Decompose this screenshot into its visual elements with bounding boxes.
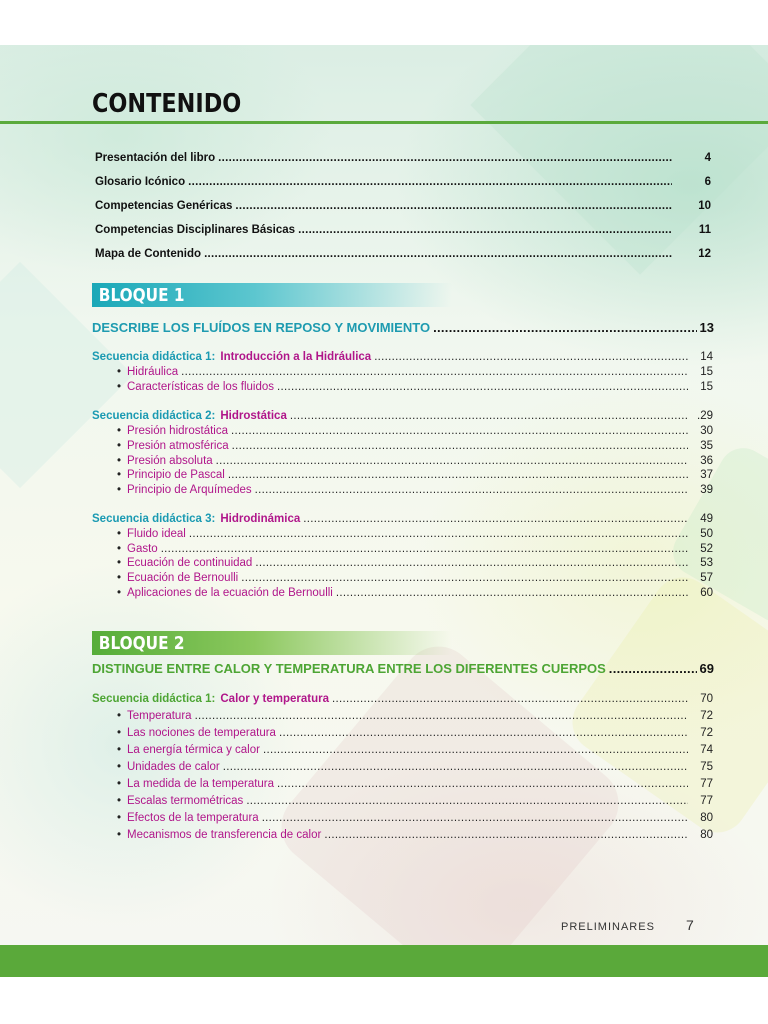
leader-dots xyxy=(232,440,688,452)
toc-item-page: 80 xyxy=(700,829,713,841)
toc-item-page: 72 xyxy=(700,710,713,722)
sequence-title: Introducción a la Hidráulica xyxy=(220,351,372,363)
leader-dots xyxy=(228,469,688,481)
bullet-icon: • xyxy=(117,484,122,496)
toc-item[interactable] xyxy=(117,557,713,569)
toc-entry-page: 6 xyxy=(704,176,711,188)
toc-item-label: Unidades de calor xyxy=(127,761,220,773)
toc-item-page: 80 xyxy=(700,812,713,824)
toc-item[interactable] xyxy=(117,366,713,378)
bullet-icon: • xyxy=(117,425,122,437)
bullet-icon: • xyxy=(117,587,122,599)
toc-item-label: Ecuación de continuidad xyxy=(127,557,253,569)
toc-item[interactable] xyxy=(117,587,713,599)
bullet-icon: • xyxy=(117,543,122,555)
toc-item-page: 57 xyxy=(700,572,713,584)
toc-entry-glosario[interactable] xyxy=(95,176,711,188)
bullet-icon: • xyxy=(117,440,122,452)
toc-item-label: Las nociones de temperatura xyxy=(127,727,276,739)
leader-dots xyxy=(189,528,688,540)
bullet-icon: • xyxy=(117,710,122,722)
bloque-1-band xyxy=(92,283,452,307)
leader-dots xyxy=(279,727,688,739)
bullet-icon: • xyxy=(117,812,122,824)
toc-item[interactable] xyxy=(117,572,713,584)
toc-item-label: La medida de la temperatura xyxy=(127,778,275,790)
toc-item-label: Principio de Pascal xyxy=(127,469,225,481)
toc-item[interactable] xyxy=(117,727,713,739)
toc-item-label: Efectos de la temperatura xyxy=(127,812,259,824)
leader-dots xyxy=(195,710,688,722)
toc-item-page: 53 xyxy=(700,557,713,569)
toc-item-page: 60 xyxy=(700,587,713,599)
leader-dots xyxy=(188,176,672,188)
sequence-prefix: Secuencia didáctica 1: xyxy=(92,351,216,363)
sequence-page: .29 xyxy=(697,410,713,422)
toc-item[interactable] xyxy=(117,469,713,481)
sequence-title: Calor y temperatura xyxy=(220,693,330,705)
page-title: CONTENIDO xyxy=(92,89,242,119)
toc-item-label: La energía térmica y calor xyxy=(127,744,260,756)
sequence-1-2[interactable] xyxy=(92,410,713,422)
heading-label: DISTINGUE ENTRE CALOR Y TEMPERATURA ENTRE LOS DIFERENTES CUERPOS xyxy=(92,661,606,676)
bullet-icon: • xyxy=(117,778,122,790)
leader-dots xyxy=(298,224,672,236)
toc-item-label: Presión hidrostática xyxy=(127,425,228,437)
toc-item-page: 15 xyxy=(700,366,713,378)
bloque-2-band xyxy=(92,631,452,655)
toc-entry-page: 11 xyxy=(698,224,711,236)
heading-page: 13 xyxy=(699,320,714,335)
sequence-page: 70 xyxy=(700,693,713,705)
toc-item[interactable] xyxy=(117,381,713,393)
leader-dots xyxy=(290,410,688,422)
leader-dots xyxy=(255,484,688,496)
toc-item-label: Aplicaciones de la ecuación de Bernoulli xyxy=(127,587,333,599)
toc-item-label: Presión absoluta xyxy=(127,455,213,467)
leader-dots xyxy=(161,543,688,555)
toc-entry-label: Mapa de Contenido xyxy=(95,248,202,260)
toc-item[interactable] xyxy=(117,761,713,773)
title-underline xyxy=(0,121,768,124)
sequence-prefix: Secuencia didáctica 1: xyxy=(92,693,216,705)
toc-entry-presentacion[interactable] xyxy=(95,152,711,164)
toc-item-label: Características de los fluidos xyxy=(127,381,275,393)
toc-item-page: 72 xyxy=(700,727,713,739)
contents-page xyxy=(0,45,768,977)
toc-item-label: Ecuación de Bernoulli xyxy=(127,572,239,584)
toc-item[interactable] xyxy=(117,710,713,722)
toc-item-page: 37 xyxy=(700,469,713,481)
sequence-title: Hidrodinámica xyxy=(220,513,301,525)
bullet-icon: • xyxy=(117,572,122,584)
leader-dots xyxy=(374,351,688,363)
bullet-icon: • xyxy=(117,528,122,540)
bloque-2-heading[interactable] xyxy=(92,661,714,676)
leader-dots xyxy=(241,572,688,584)
toc-entry-label: Glosario Icónico xyxy=(95,176,186,188)
toc-item-label: Fluido ideal xyxy=(127,528,186,540)
sequence-1-3[interactable] xyxy=(92,513,713,525)
toc-item-page: 74 xyxy=(700,744,713,756)
sequence-prefix: Secuencia didáctica 2: xyxy=(92,410,216,422)
toc-item[interactable] xyxy=(117,778,713,790)
toc-item[interactable] xyxy=(117,440,713,452)
bullet-icon: • xyxy=(117,761,122,773)
bullet-icon: • xyxy=(117,366,122,378)
toc-item-page: 77 xyxy=(700,795,713,807)
toc-item[interactable] xyxy=(117,812,713,824)
leader-dots xyxy=(324,829,688,841)
toc-item[interactable] xyxy=(117,484,713,496)
toc-item-page: 77 xyxy=(700,778,713,790)
leader-dots xyxy=(277,778,688,790)
sequence-prefix: Secuencia didáctica 3: xyxy=(92,513,216,525)
heading-label: DESCRIBE LOS FLUÍDOS EN REPOSO Y MOVIMIENTO xyxy=(92,320,431,335)
toc-entry-page: 12 xyxy=(698,248,711,260)
toc-entry-competencias-genericas[interactable] xyxy=(95,200,711,212)
bullet-icon: • xyxy=(117,744,122,756)
toc-entry-label: Presentación del libro xyxy=(95,152,216,164)
toc-item-page: 75 xyxy=(700,761,713,773)
toc-entry-mapa-contenido[interactable] xyxy=(95,248,711,260)
bullet-icon: • xyxy=(117,381,122,393)
footer-bar xyxy=(0,945,768,977)
bullet-icon: • xyxy=(117,557,122,569)
leader-dots xyxy=(336,587,688,599)
bullet-icon: • xyxy=(117,455,122,467)
bullet-icon: • xyxy=(117,829,122,841)
leader-dots xyxy=(218,152,672,164)
toc-item-label: Presión atmosférica xyxy=(127,440,229,452)
toc-item-label: Mecanismos de transferencia de calor xyxy=(127,829,322,841)
toc-item-label: Principio de Arquímedes xyxy=(127,484,252,496)
bloque-2-label: BLOQUE 2 xyxy=(98,632,185,654)
leader-dots xyxy=(231,425,688,437)
leader-dots xyxy=(263,744,688,756)
sequence-1-1[interactable] xyxy=(92,351,713,363)
sequence-title: Hidrostática xyxy=(220,410,287,422)
bullet-icon: • xyxy=(117,795,122,807)
leader-dots xyxy=(277,381,688,393)
leader-dots xyxy=(204,248,672,260)
leader-dots xyxy=(433,320,696,335)
toc-item[interactable] xyxy=(117,829,713,841)
heading-page: 69 xyxy=(699,661,714,676)
toc-item[interactable] xyxy=(117,543,713,555)
leader-dots xyxy=(246,795,688,807)
bloque-1-label: BLOQUE 1 xyxy=(98,284,185,306)
toc-item-page: 35 xyxy=(700,440,713,452)
leader-dots xyxy=(235,200,672,212)
leader-dots xyxy=(332,693,688,705)
sequence-page: 49 xyxy=(700,513,713,525)
toc-entry-page: 10 xyxy=(698,200,711,212)
toc-entry-label: Competencias Disciplinares Básicas xyxy=(95,224,296,236)
toc-item-page: 30 xyxy=(700,425,713,437)
bullet-icon: • xyxy=(117,727,122,739)
leader-dots xyxy=(223,761,688,773)
bullet-icon: • xyxy=(117,469,122,481)
toc-item-page: 36 xyxy=(700,455,713,467)
sequence-page: 14 xyxy=(700,351,713,363)
leader-dots xyxy=(181,366,688,378)
sequence-2-1[interactable] xyxy=(92,693,713,705)
toc-item[interactable] xyxy=(117,425,713,437)
toc-item-label: Gasto xyxy=(127,543,158,555)
leader-dots xyxy=(262,812,688,824)
toc-item[interactable] xyxy=(117,528,713,540)
leader-dots xyxy=(609,661,697,676)
toc-item-label: Hidráulica xyxy=(127,366,179,378)
leader-dots xyxy=(303,513,688,525)
toc-entry-page: 4 xyxy=(704,152,711,164)
toc-item-label: Escalas termométricas xyxy=(127,795,244,807)
bloque-1-heading[interactable] xyxy=(92,320,714,335)
footer-section-label: PRELIMINARES xyxy=(561,921,655,933)
toc-item-page: 39 xyxy=(700,484,713,496)
toc-item-page: 50 xyxy=(700,528,713,540)
toc-entry-label: Competencias Genéricas xyxy=(95,200,233,212)
toc-entry-competencias-disciplinares[interactable] xyxy=(95,224,711,236)
toc-item[interactable] xyxy=(117,795,713,807)
page-number: 7 xyxy=(686,917,694,933)
toc-item-label: Temperatura xyxy=(127,710,192,722)
toc-item-page: 15 xyxy=(700,381,713,393)
leader-dots xyxy=(216,455,688,467)
toc-item[interactable] xyxy=(117,455,713,467)
toc-item-page: 52 xyxy=(700,543,713,555)
leader-dots xyxy=(255,557,688,569)
toc-item[interactable] xyxy=(117,744,713,756)
